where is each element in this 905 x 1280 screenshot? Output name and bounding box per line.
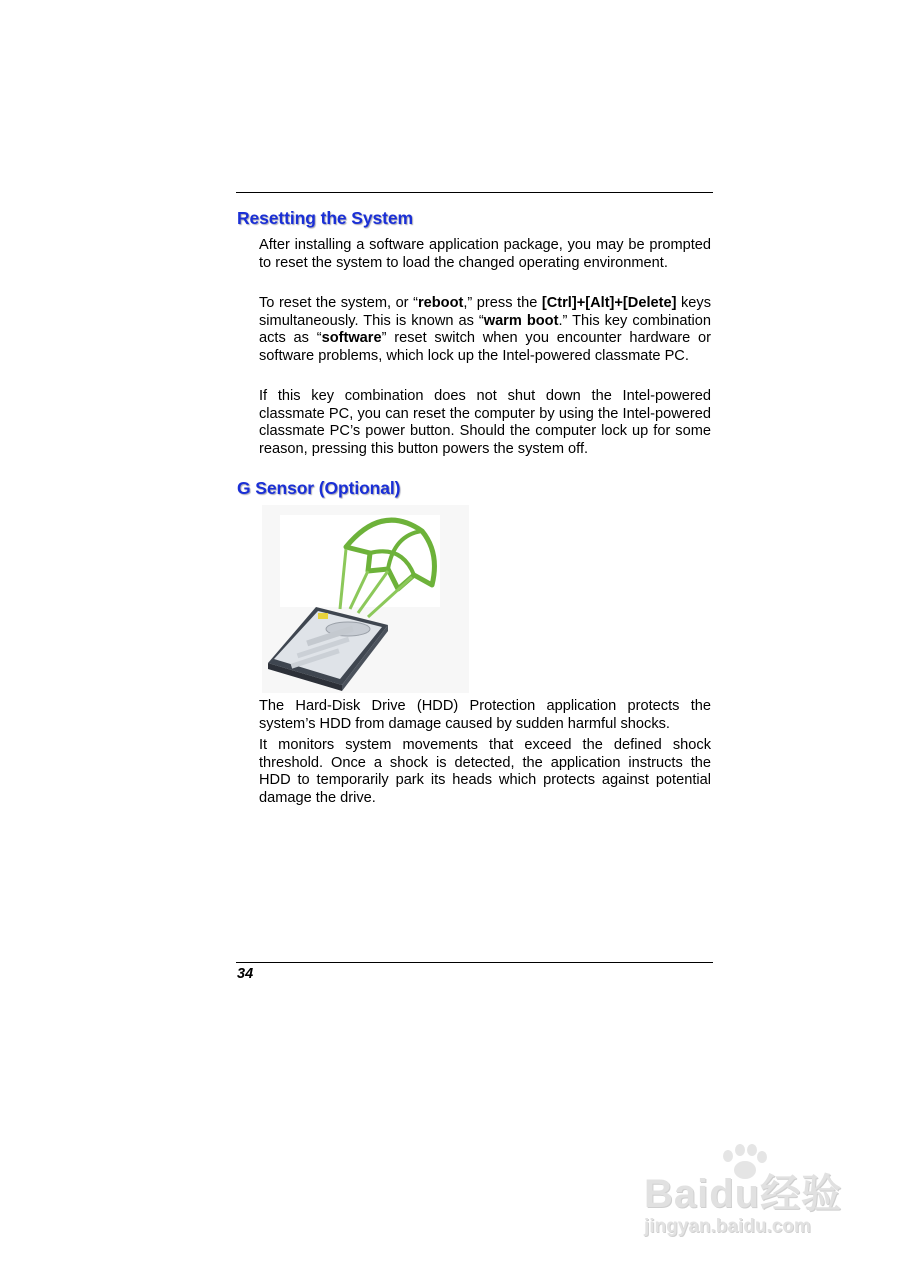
reset-paragraph-2: To reset the system, or “reboot,” press the [Ctrl]+[Alt]+[Delete] keys simultaneously. This is known as “warm boot.” This key combination acts as “software” reset switch when you encounter hardware or software problems, which lock up the Intel-powered classmate PC. bbox=[259, 295, 712, 364]
software-term: software bbox=[321, 330, 382, 347]
reset-paragraph-3: If this key combination does not shut down the Intel-powered classmate PC, you can reset the computer by using the Intel-powered classmate PC’s power button. Should the computer lock up for some reason, pressing this button powers the system off. bbox=[259, 388, 711, 457]
hdd-parachute-icon bbox=[262, 505, 469, 693]
top-divider bbox=[236, 192, 713, 193]
baidu-watermark bbox=[640, 1142, 855, 1247]
gsensor-paragraph-1: The Hard-Disk Drive (HDD) Protection application protects the system’s HDD from damage caused by sudden harmful shocks. bbox=[259, 698, 711, 732]
reset-paragraph-1: After installing a software application package, you may be prompted to reset the system to load the changed operating environment. bbox=[259, 237, 711, 271]
key-combination: [Ctrl]+[Alt]+[Delete] bbox=[541, 295, 677, 311]
bottom-divider bbox=[236, 962, 713, 963]
watermark-url: jingyan.baidu.com bbox=[644, 1216, 811, 1237]
page-number: 34 bbox=[237, 966, 254, 982]
section-heading-g-sensor: G Sensor (Optional) bbox=[237, 478, 401, 498]
warm-boot-term: warm boot bbox=[483, 312, 559, 329]
reboot-term: reboot bbox=[417, 295, 464, 311]
watermark-brand: Baidu经验 bbox=[644, 1172, 843, 1216]
section-heading-resetting: Resetting the System bbox=[237, 208, 413, 228]
gsensor-paragraph-2: It monitors system movements that exceed the defined shock threshold. Once a shock is detected, the application instructs the HDD to temporarily park its heads which protects against potential damage the drive. bbox=[259, 737, 711, 806]
